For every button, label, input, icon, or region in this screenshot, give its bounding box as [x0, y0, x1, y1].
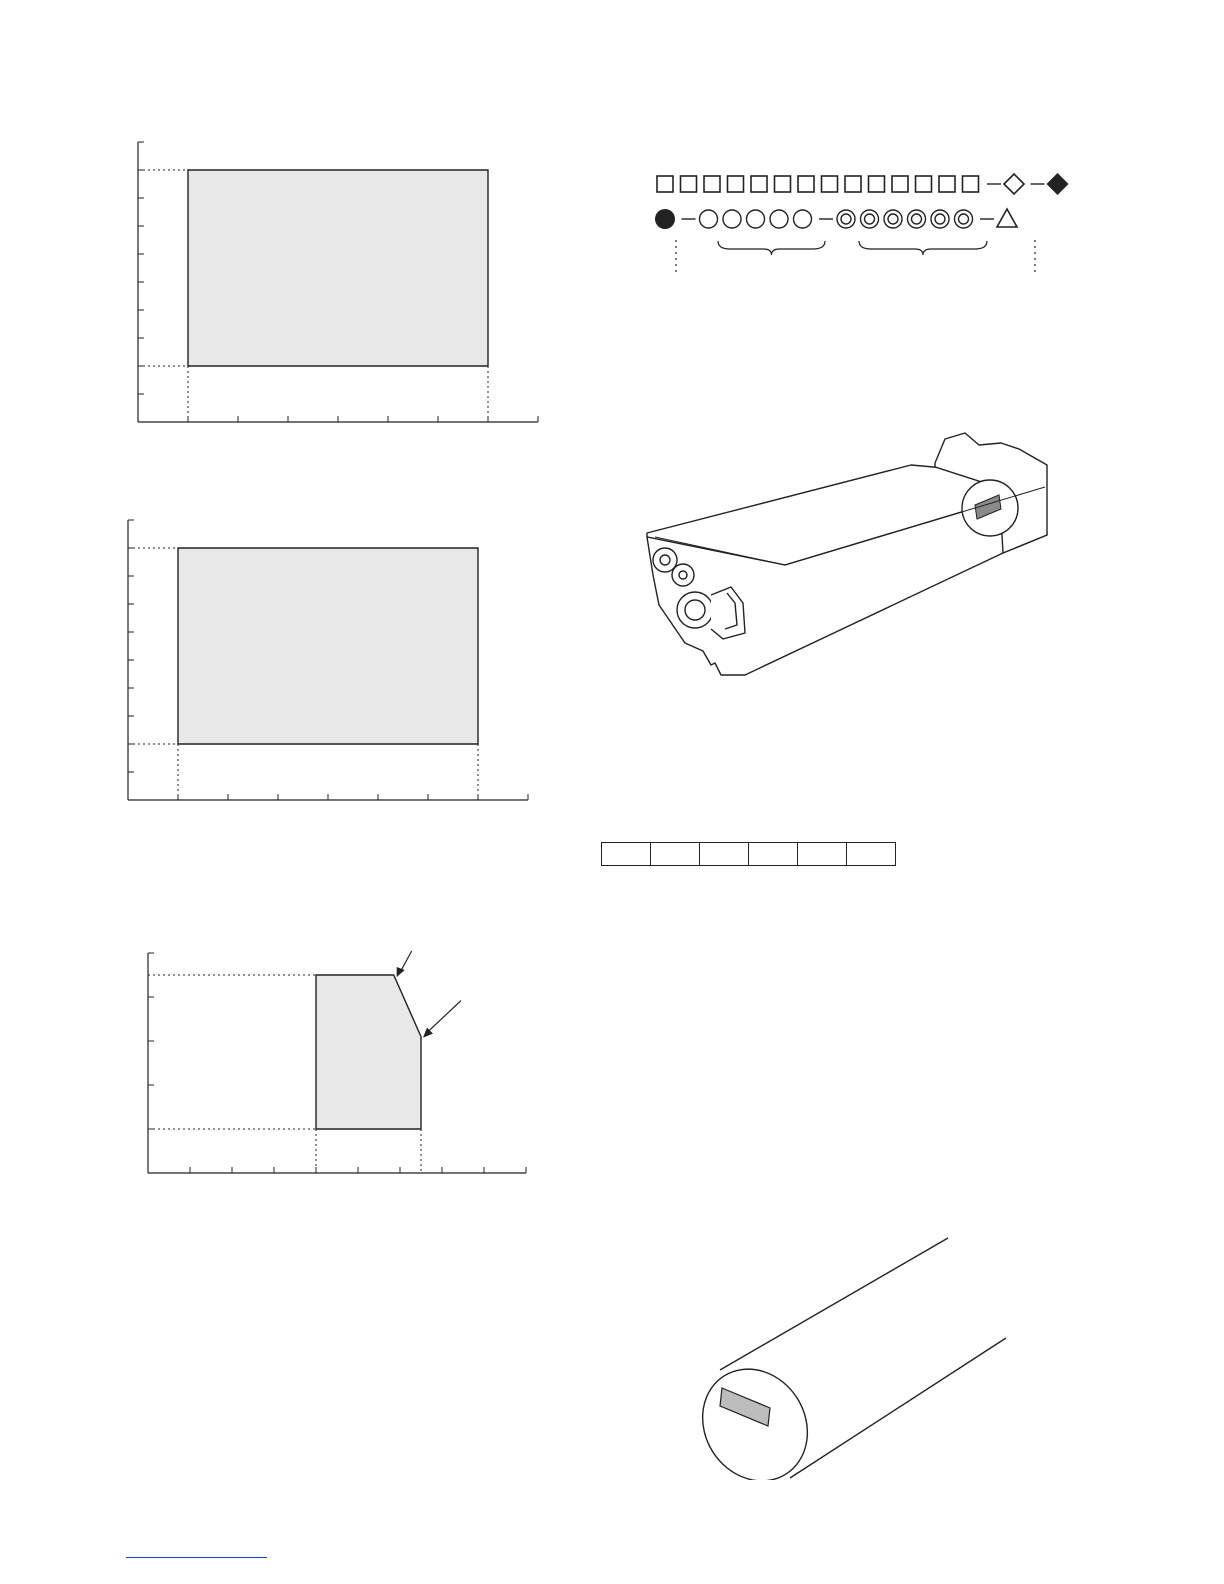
square-symbol — [704, 176, 720, 192]
chart-3 — [95, 925, 545, 1235]
double-circle-inner — [841, 214, 851, 224]
annotation-arrow — [427, 1001, 461, 1033]
double-circle-symbol — [837, 210, 855, 228]
operating-region — [316, 975, 421, 1129]
code-cell — [749, 843, 798, 866]
double-circle-symbol — [908, 210, 926, 228]
square-symbol — [798, 176, 814, 192]
cartridge-illustration — [635, 425, 1065, 685]
operating-region — [178, 548, 478, 744]
square-symbol — [728, 176, 744, 192]
triangle-symbol — [997, 209, 1017, 227]
filled-circle-symbol — [655, 209, 675, 229]
square-symbol — [822, 176, 838, 192]
double-circle-symbol — [861, 210, 879, 228]
double-circle-inner — [912, 214, 922, 224]
double-circle-symbol — [955, 210, 973, 228]
brace — [718, 241, 825, 255]
double-circle-inner — [865, 214, 875, 224]
operating-region — [188, 170, 488, 366]
circle-symbol — [723, 210, 741, 228]
square-symbol — [775, 176, 791, 192]
brace — [859, 241, 987, 255]
filled-diamond-symbol — [1047, 173, 1069, 195]
square-symbol — [681, 176, 697, 192]
diamond-symbol — [1004, 174, 1024, 194]
square-symbol — [869, 176, 885, 192]
serial-code-diagram — [655, 165, 1105, 280]
code-table — [601, 842, 896, 866]
code-cell — [602, 843, 651, 866]
footer-link-underline[interactable] — [126, 1557, 267, 1558]
chart-1 — [95, 135, 545, 475]
drum-illustration — [690, 1230, 1020, 1480]
code-cell — [651, 843, 700, 866]
code-cell — [798, 843, 847, 866]
double-circle-symbol — [884, 210, 902, 228]
code-cell — [700, 843, 749, 866]
chart-2 — [95, 510, 545, 850]
square-symbol — [916, 176, 932, 192]
double-circle-inner — [935, 214, 945, 224]
circle-symbol — [794, 210, 812, 228]
double-circle-inner — [888, 214, 898, 224]
square-symbol — [939, 176, 955, 192]
square-symbol — [845, 176, 861, 192]
square-symbol — [892, 176, 908, 192]
code-cell — [847, 843, 896, 866]
circle-symbol — [770, 210, 788, 228]
square-symbol — [963, 176, 979, 192]
square-symbol — [751, 176, 767, 192]
circle-symbol — [747, 210, 765, 228]
double-circle-inner — [959, 214, 969, 224]
double-circle-symbol — [931, 210, 949, 228]
circle-symbol — [700, 210, 718, 228]
square-symbol — [657, 176, 673, 192]
arrowhead — [397, 967, 405, 977]
